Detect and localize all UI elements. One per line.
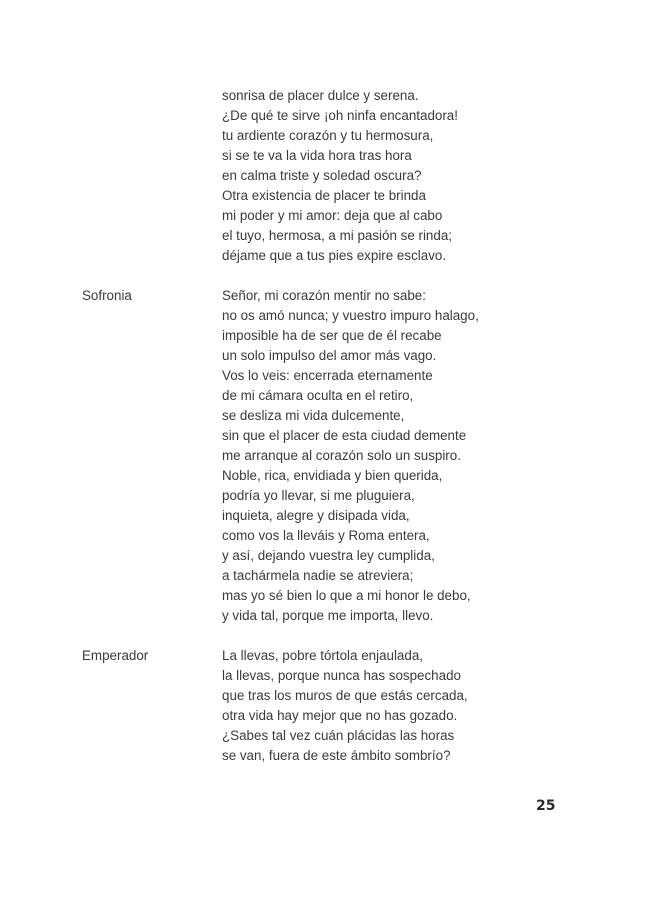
verse-line: como vos la lleváis y Roma entera, (222, 528, 430, 543)
verse-line: el tuyo, hermosa, a mi pasión se rinda; (222, 228, 452, 243)
verse-line: si se te va la vida hora tras hora (222, 148, 412, 163)
verse-line: sonrisa de placer dulce y serena. (222, 88, 419, 103)
verse-line: déjame que a tus pies expire esclavo. (222, 248, 447, 263)
verse-line: en calma triste y soledad oscura? (222, 168, 422, 183)
verse-line: de mi cámara oculta en el retiro, (222, 388, 414, 403)
speaker-name: Emperador (82, 648, 149, 663)
play-text (82, 86, 562, 786)
verse-line: sin que el placer de esta ciudad demente (222, 428, 467, 443)
verse-line: Noble, rica, envidiada y bien querida, (222, 468, 443, 483)
verse-line: no os amó nunca; y vuestro impuro halago, (222, 308, 479, 323)
verse-group (222, 286, 562, 626)
verse-line: mas yo sé bien lo que a mi honor le debo, (222, 588, 471, 603)
verse-line: la llevas, porque nunca has sospechado (222, 668, 461, 683)
speech-sofronia (82, 286, 562, 626)
speech-continuation (82, 86, 562, 266)
verse-group (222, 646, 562, 766)
verse-line: Vos lo veis: encerrada eternamente (222, 368, 433, 383)
verse-line: a tachármela nadie se atreviera; (222, 568, 414, 583)
verse-line: ¿De qué te sirve ¡oh ninfa encantadora! (222, 108, 458, 123)
speech-emperador (82, 646, 562, 766)
speaker-name: Sofronia (82, 288, 132, 303)
verse-line: se van, fuera de este ámbito sombrío? (222, 748, 451, 763)
verse-line: Otra existencia de placer te brinda (222, 188, 426, 203)
verse-line: que tras los muros de que estás cercada, (222, 688, 468, 703)
verse-line: Señor, mi corazón mentir no sabe: (222, 288, 426, 303)
verse-line: otra vida hay mejor que no has gozado. (222, 708, 458, 723)
verse-group (222, 86, 562, 266)
verse-line: mi poder y mi amor: deja que al cabo (222, 208, 443, 223)
verse-line: un solo impulso del amor más vago. (222, 348, 437, 363)
verse-line: y así, dejando vuestra ley cumplida, (222, 548, 435, 563)
verse-line: se desliza mi vida dulcemente, (222, 408, 405, 423)
verse-line: podría yo llevar, si me pluguiera, (222, 488, 415, 503)
verse-line: tu ardiente corazón y tu hermosura, (222, 128, 434, 143)
verse-line: La llevas, pobre tórtola enjaulada, (222, 648, 423, 663)
verse-line: inquieta, alegre y disipada vida, (222, 508, 410, 523)
verse-line: ¿Sabes tal vez cuán plácidas las horas (222, 728, 455, 743)
verse-line: y vida tal, porque me importa, llevo. (222, 608, 434, 623)
verse-line: imposible ha de ser que de él recabe (222, 328, 442, 343)
verse-line: me arranque al corazón solo un suspiro. (222, 448, 461, 463)
page-number: 25 (536, 798, 556, 814)
